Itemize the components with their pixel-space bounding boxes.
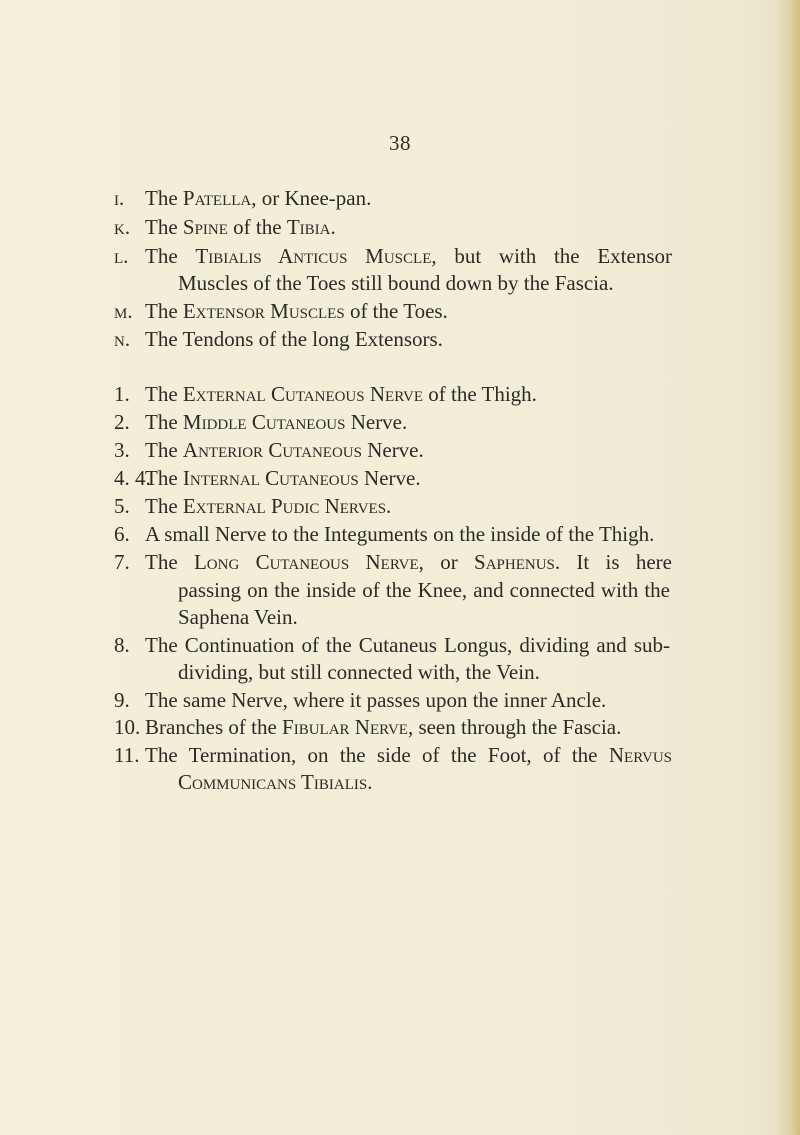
letter-entry-text-part: Tibia [286,215,331,239]
number-entry-text-part: Internal Cutaneous [182,466,359,490]
number-entry-text-part: The [145,438,183,462]
number-entry-text [145,742,672,769]
letter-entry-text [145,214,336,241]
number-entry-text [145,714,621,741]
number-entry-text-part: The [145,410,183,434]
number-entry-text-part: Fibular Nerve [282,715,408,739]
number-entry-text-part: passing on the inside of the Knee, and connected with the [178,578,670,602]
number-entry-text-part: External Cutaneous Nerve [182,382,423,406]
number-entry-text-part: Anterior Cutaneous [182,438,362,462]
number-entry-line [0,549,800,576]
number-entry-text-part: Nerve. [345,410,408,434]
number-entry-text [178,769,372,796]
letter-entry-key: k. [114,215,131,239]
number-entry-text [145,549,672,576]
letter-entry-text [145,243,672,270]
number-entry-text-part: The [145,382,183,406]
number-entry-text [178,604,298,631]
letter-entry-text-part: , or Knee-pan. [251,186,372,210]
number-entry-text-part: . [386,494,392,518]
letter-entry-text [145,326,443,353]
number-entry-key: 9. [114,688,130,712]
number-entry-line [0,742,800,769]
number-entry-text-part: A small Nerve to the Integuments on the inside of the Thigh. [145,522,655,546]
number-entry-text-part: Communicans Tibialis [178,770,368,794]
number-entry-key: 10. [114,715,141,739]
number-entry-key: 5. [114,494,130,518]
letter-entry-text-part: Patella [182,186,252,210]
number-entry-text-part: Saphena Vein. [178,605,298,629]
number-entry-line [0,714,800,741]
number-entry-text-part: The same Nerve, where it passes upon the inner Ancle. [145,688,607,712]
number-entry-text-part: The Continuation of the Cutaneus Longus, dividing and sub- [145,633,670,657]
letter-entry-line [0,243,800,270]
number-entry-text-part: The [145,550,194,574]
number-entry-text [178,659,540,686]
letter-entry-text-part: The [145,244,196,268]
number-entry-text-part: The Termination, on the side of the Foot, of the [145,743,609,767]
letter-entry-text [145,298,448,325]
number-entry-line [0,632,800,659]
number-entry-text-part: The [145,494,183,518]
number-entry-text-part: The [145,466,183,490]
number-entry-text-part: Nervus [608,743,672,767]
number-entry-line [0,381,800,408]
number-entry-text-part: Nerve. [361,438,424,462]
letter-entry-text-part: The [145,299,183,323]
number-entry-text [145,687,606,714]
number-entry-text-part: Saphenus [474,550,555,574]
number-entry-text-part: External Pudic Nerves [182,494,387,518]
number-entry-line [0,409,800,436]
number-entry-line [0,437,800,464]
number-entry-text [145,409,407,436]
letter-entry-text-part: The Tendons of the long Extensors. [145,327,443,351]
number-entry-key: 11. [114,743,140,767]
letter-entry-text-part: of the [227,215,287,239]
letter-entry-text-part: , but with the Extensor [431,244,672,268]
number-entry-text-part: , or [418,550,475,574]
number-entry-text-part: . It is here [554,550,672,574]
number-entry-text [145,437,424,464]
number-entry-key: 4. 4. [114,466,151,490]
letter-entry-line [0,270,800,297]
letter-entry-key: n. [114,327,131,351]
number-entry-line [0,577,800,604]
number-entry-text [145,521,654,548]
number-entry-line [0,659,800,686]
number-entry-key: 3. [114,438,130,462]
number-entry-text-part: Long Cutaneous Nerve [193,550,419,574]
number-entry-text [145,493,391,520]
number-entry-text-part: dividing, but still connected with, the Vein. [178,660,540,684]
letter-entry-text-part: Tibialis Anticus Muscle [195,244,432,268]
number-entry-line [0,687,800,714]
letter-entry-line [0,185,800,212]
number-entry-key: 2. [114,410,130,434]
number-entry-line [0,604,800,631]
number-entry-key: 8. [114,633,130,657]
number-entry-line [0,521,800,548]
letter-entry-key: m. [114,299,133,323]
letter-entry-text-part: The [145,215,183,239]
number-entry-key: 6. [114,522,130,546]
letter-entry-line [0,298,800,325]
letter-entry-key: i. [114,186,125,210]
letter-entry-line [0,214,800,241]
number-entry-text [145,465,421,492]
letter-entry-text-part: Extensor Muscles [182,299,345,323]
letter-entry-text [178,270,614,297]
number-entry-text-part: . [367,770,373,794]
number-entry-text [178,577,670,604]
letter-entry-text-part: . [330,215,336,239]
letter-entry-text-part: of the Toes. [344,299,448,323]
number-entry-text [145,632,670,659]
number-entry-text-part: Middle Cutaneous [182,410,346,434]
number-entry-line [0,769,800,796]
number-entry-text-part: , seen through the Fascia. [407,715,622,739]
page-number: 38 [389,131,411,155]
number-entry-text [145,381,537,408]
letter-entry-text-part: The [145,186,183,210]
letter-entry-text-part: Spine [182,215,228,239]
letter-entry-key: l. [114,244,129,268]
number-entry-line [0,465,800,492]
number-entry-text-part: Branches of the [145,715,283,739]
number-entry-line [0,493,800,520]
number-entry-key: 7. [114,550,130,574]
letter-entry-text-part: Muscles of the Toes still bound down by the Fascia. [178,271,614,295]
letter-entry-line [0,326,800,353]
number-entry-text-part: of the Thigh. [423,382,537,406]
letter-entry-text [145,185,371,212]
number-entry-key: 1. [114,382,130,406]
number-entry-text-part: Nerve. [358,466,421,490]
